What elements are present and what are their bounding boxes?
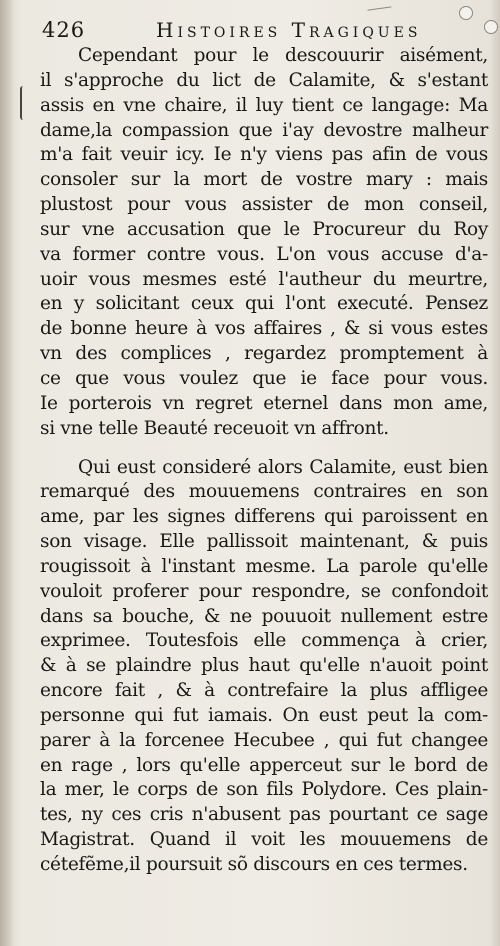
paragraph-1 xyxy=(40,44,488,442)
text-line: personne qui fut iamais. On eust peut la com- xyxy=(40,704,488,726)
text-line: la mer, le corps de son fils Polydore. Ces plain- xyxy=(40,779,488,801)
text-line: son visage. Elle pallissoit maintenant, & puis xyxy=(40,531,488,553)
paragraph-gap xyxy=(40,442,488,456)
text-line: vouloit proferer pour respondre, se confondoit xyxy=(40,580,488,602)
text-line: il s'approche du lict de Calamite, & s'estant xyxy=(40,69,488,91)
page-number: 426 xyxy=(42,18,86,42)
text-line: rougissoit à l'instant mesme. La parole qu'elle xyxy=(40,555,488,577)
text-line: consoler sur la mort de vostre mary : mais xyxy=(40,169,488,191)
body-text xyxy=(40,44,488,878)
text-line: Magistrat. Quand il voit les mouuemens de xyxy=(40,829,488,851)
text-line: en rage , lors qu'elle apperceut sur le bord de xyxy=(40,754,488,776)
text-line: tes, ny ces cris n'abusent pas pourtant ce sage xyxy=(40,804,488,826)
text-line: remarqué des mouuemens contraires en son xyxy=(40,481,488,503)
paper-scratch xyxy=(367,6,392,18)
paper-hole xyxy=(484,20,498,34)
paragraph-2 xyxy=(40,456,488,878)
text-line: ce que vous voulez que ie face pour vous. xyxy=(40,367,488,389)
text-line: plustost pour vous assister de mon conseil, xyxy=(40,194,488,216)
text-line: si vne telle Beauté receuoit vn affront. xyxy=(40,417,389,439)
text-line: va former contre vous. L'on vous accuse d'a- xyxy=(40,243,488,265)
text-line: Ie porterois vn regret eternel dans mon ame, xyxy=(40,392,488,414)
text-line: dame,la compassion que i'ay devostre malheur xyxy=(40,119,488,141)
text-line: exprimee. Toutesfois elle commença à crier, xyxy=(40,630,488,652)
page-gutter-shadow xyxy=(0,0,14,946)
text-line: parer à la forcenee Hecubee , qui fut changee xyxy=(40,729,488,751)
running-head: Histoires Tragiques xyxy=(156,18,422,42)
text-line: assis en vne chaire, il luy tient ce langage: Ma xyxy=(40,94,488,116)
text-line: de bonne heure à vos affaires , & si vous estes xyxy=(40,318,488,340)
text-line: encore fait , & à contrefaire la plus affligee xyxy=(40,680,488,702)
page-edge-shadow xyxy=(490,0,500,946)
text-line: dans sa bouche, & ne pouuoit nullement estre xyxy=(40,605,488,627)
text-line: sur vne accusation que le Procureur du Roy xyxy=(40,218,488,240)
text-line: m'a fait veuir icy. Ie n'y viens pas afin de vous xyxy=(40,144,488,166)
text-line: vn des complices , regardez promptement à xyxy=(40,343,488,365)
text-line: Cependant pour le descouurir aisément, xyxy=(78,45,488,66)
text-line: ame, par les signes differens qui paroissent en xyxy=(40,506,488,528)
text-line: cétefẽme,il poursuit sõ discours en ces termes. xyxy=(40,854,468,875)
text-line: Qui eust consideré alors Calamite, eust bien xyxy=(78,456,488,478)
text-line: uoir vous mesmes esté l'autheur du meurtre, xyxy=(40,268,488,290)
text-line: en y solicitant ceux qui l'ont executé. Pensez xyxy=(40,293,488,315)
margin-bracket-mark xyxy=(20,86,26,120)
text-line: & à se plaindre plus haut qu'elle n'auoit point xyxy=(40,655,488,677)
